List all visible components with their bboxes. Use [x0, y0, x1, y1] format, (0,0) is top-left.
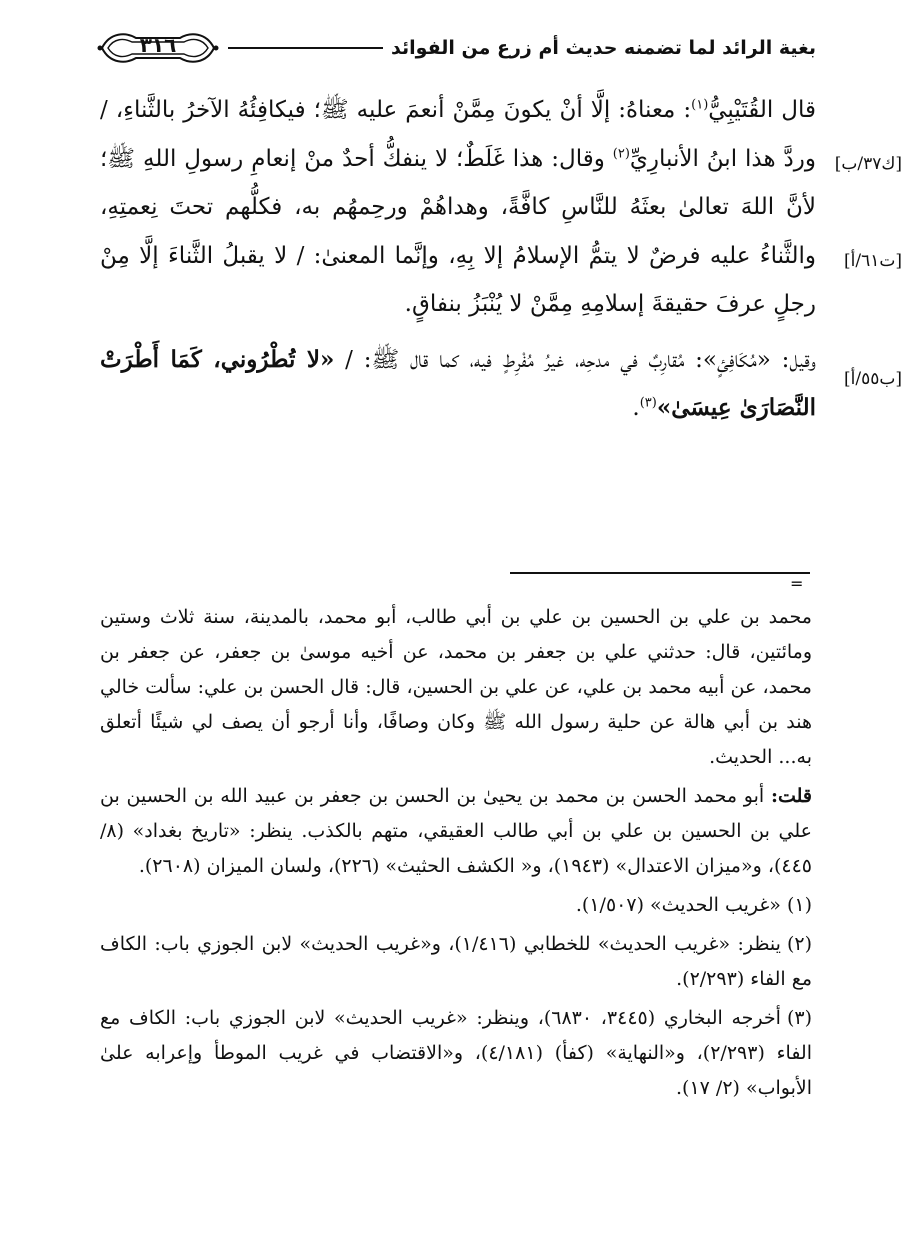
running-header	[96, 26, 816, 70]
main-text-run: قال القُتَيْبِيُّ	[708, 97, 816, 123]
running-title: بغية الرائد لما تضمنه حديث أم زرع من الفوائد	[391, 37, 816, 59]
footnote-ref: (٣)	[639, 395, 657, 411]
footnote-text: ينظر: «غريب الحديث» للخطابي (١/٤١٦)، و«غريب الحديث» لابن الجوزي باب: الكاف مع الفاء (٢/٢٩٣).	[100, 933, 812, 990]
footnote-number: (٣)	[786, 1007, 812, 1029]
footnote-item	[100, 927, 812, 997]
footnote-item	[100, 888, 812, 923]
footnote-note	[100, 779, 812, 884]
footnote-ref: (٢)	[612, 145, 630, 161]
manuscript-ref: [ت٦١/أ]	[844, 251, 902, 271]
main-text	[100, 86, 816, 433]
footnote-number: (٢)	[786, 933, 812, 955]
footnote-separator	[510, 572, 810, 574]
main-text-run: وقال: هذا غَلَطٌ؛ لا ينفكُّ أحدٌ منْ إنعامِ رسولِ اللهِ ﷺ؛ لأنَّ اللهَ تعالىٰ بعثَهُ للنَّاسِ كافَّةً، وهداهُمْ ورحِمهُم به، فكلُّهم تحتَ نِعمتِهِ، والثَّناءُ عليه فرضٌ لا يتمُّ الإسلامُ إلا بِهِ، وإنَّما المعنىٰ: / لا يقبلُ الثَّناءَ إلَّا مِنْ رجلٍ عرفَ حقيقةَ إسلامِهِ مِمَّنْ لا يُنْبَزُ بنفاقٍ.	[100, 145, 816, 317]
page-number-ornament	[96, 26, 220, 70]
footnote-ref: (١)	[691, 97, 709, 113]
footnotes	[100, 600, 812, 1106]
footnote-text: أخرجه البخاري (٣٤٤٥، ٦٨٣٠)، وينظر: «غريب الحديث» لابن الجوزي باب: الكاف مع الفاء (٢/٢٩٣)، و«النهاية» (كفأ) (٤/١٨١)، و«الاقتضاب في غريب الموطأ وإعرابه علىٰ الأبواب» (٢/ ١٧).	[100, 1007, 812, 1099]
hadith-quote: «لا تُطْرُوني، كَمَا أَطْرَتْ النَّصَارَىٰ عِيسَىٰ»	[100, 345, 816, 421]
main-text-run: وقيل: «مُكَافِئٍ»: مُقارِبٌ في مدحِه، غيرُ مُفْرِطٍ فيه، كما قال ﷺ: /	[334, 346, 816, 373]
main-paragraph	[100, 336, 816, 433]
main-paragraph	[100, 86, 816, 329]
note-text: أبو محمد الحسن بن محمد بن يحيىٰ بن الحسن بن جعفر بن عبيد الله بن الحسين بن علي بن الحسين بن علي بن أبي طالب العقيقي، متهم بالكذب. ينظر: «تاريخ بغداد» (٨/ ٤٤٥)، و«ميزان الاعتدال» (١٩٤٣)، و« الكشف الحثيث» (٢٢٦)، ولسان الميزان (٢٦٠٨).	[100, 785, 812, 877]
manuscript-ref: [ب٥٥/أ]	[844, 369, 902, 389]
header-rule	[228, 47, 383, 49]
footnote-number: (١)	[786, 894, 812, 916]
footnote-item	[100, 1001, 812, 1106]
footnote-continuation: محمد بن علي بن الحسين بن علي بن أبي طالب، أبو محمد، بالمدينة، سنة ثلاث وستين ومائتين، قال: حدثني علي بن جعفر بن محمد، عن أخيه موسىٰ بن جعفر، عن جعفر بن محمد، عن أبيه محمد بن علي، عن علي بن الحسين، قال: قال الحسن بن علي: سألت خالي هند بن أبي هالة عن حلية رسول الله ﷺ وكان وصافًا، وأنا أرجو أن يصف لي شيئًا أتعلق به... الحديث.	[100, 606, 812, 768]
page-number: ٣١٦	[139, 33, 177, 57]
footnote-text: «غريب الحديث» (١/٥٠٧).	[575, 894, 781, 916]
main-text-run: .	[632, 395, 640, 421]
manuscript-ref: [ك٣٧/ب]	[834, 154, 902, 174]
main-text-run: : معناهُ: إلَّا أنْ يكونَ مِمَّنْ أنعمَ عليه ﷺ؛ فيكافِئُهُ الآخرُ بالثَّناءِ، / وردَّ هذا ابنُ الأنبارِيِّ	[100, 97, 817, 172]
note-label: قلت:	[770, 785, 812, 807]
continuation-mark: =	[790, 574, 804, 593]
